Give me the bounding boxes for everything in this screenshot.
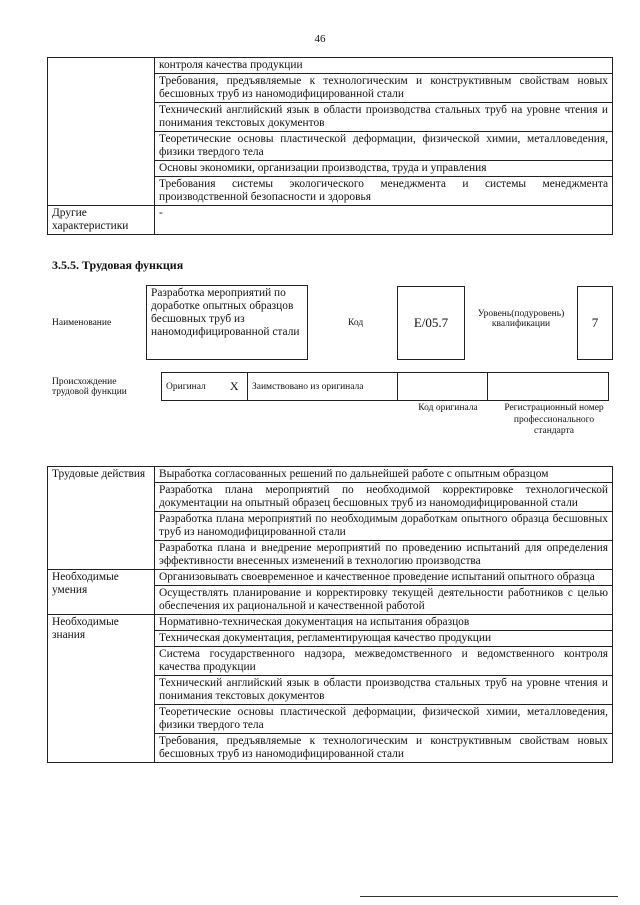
action-item: Разработка плана и внедрение мероприятий по проведению испытаний для определения эффективности внесенных изменений в технологию производства [155,541,613,570]
table-row [48,615,613,631]
table-row [48,58,613,74]
registration-number-cell [488,373,609,401]
knowledge-item: Требования, предъявляемые к технологическим и конструктивным свойствам новых бесшовных труб из наномодифицированной стали [155,74,613,103]
knowledge-item: Нормативно-техническая документация на испытания образцов [155,615,613,631]
table-row [48,570,613,586]
knowledge-item: Теоретические основы пластической деформации, физической химии, металловедения, физики твердого тела [155,705,613,734]
registration-number-caption: Регистрационный номер профессионального стандарта [504,403,604,436]
section-title: 3.5.5. Трудовая функция [52,258,184,272]
knowledge-item: Основы экономики, организации производства, труда и управления [155,161,613,177]
knowledge-item: контроля качества продукции [155,58,613,74]
other-characteristics-label: Другие характеристики [48,206,155,235]
name-label: Наименование [52,318,112,328]
empty-label-cell [48,58,155,206]
knowledge-label: Необходимые знания [48,615,155,763]
knowledge-item: Требования системы экологического менеджмента и системы менеджмента производственной безопасности и здоровья [155,177,613,206]
skill-item: Осуществлять планирование и корректировку текущей деятельности работников с целью обеспечения их рациональной и качественной работой [155,586,613,615]
level-label: Уровень(подуровень) квалификации [477,309,565,329]
knowledge-item: Технический английский язык в области производства стальных труб на уровне чтения и понимания текстовых документов [155,676,613,705]
function-code-box: E/05.7 [397,286,465,360]
original-mark: X [222,373,248,401]
page-number: 46 [314,33,326,45]
knowledge-item: Требования, предъявляемые к технологическим и конструктивным свойствам новых бесшовных труб из наномодифицированной стали [155,734,613,763]
origin-table [161,372,609,401]
knowledge-continuation-table [47,57,613,235]
original-code-cell [398,373,488,401]
actions-label: Трудовые действия [48,467,155,570]
level-box: 7 [577,286,613,360]
skill-item: Организовывать своевременное и качественное проведение испытаний опытного образца [155,570,613,586]
knowledge-item: Техническая документация, регламентирующая качество продукции [155,631,613,647]
table-row [48,206,613,235]
knowledge-item: Теоретические основы пластической деформации, физической химии, металловедения, физики твердого тела [155,132,613,161]
original-label: Оригинал [162,373,222,401]
borrowed-label: Заимствовано из оригинала [248,373,398,401]
footer-rule [360,896,618,897]
function-name-box: Разработка мероприятий по доработке опытных образцов бесшовных труб из наномодифицированной стали [146,285,308,360]
action-item: Разработка плана мероприятий по необходимой корректировке технологической документации на опытный образец бесшовных труб из наномодифицированной стали [155,483,613,512]
code-label: Код [348,318,364,328]
table-row [48,467,613,483]
action-item: Разработка плана мероприятий по необходимым доработкам опытного образца бесшовных труб из наномодифицированной стали [155,512,613,541]
action-item: Выработка согласованных решений по дальнейшей работе с опытным образцом [155,467,613,483]
knowledge-item: Система государственного надзора, межведомственного и ведомственного контроля качества продукции [155,647,613,676]
function-details-table [47,466,613,763]
original-code-caption: Код оригинала [418,403,478,413]
skills-label: Необходимые умения [48,570,155,615]
knowledge-item: Технический английский язык в области производства стальных труб на уровне чтения и понимания текстовых документов [155,103,613,132]
origin-label: Происхождение трудовой функции [52,377,127,397]
other-characteristics-value: - [155,206,613,235]
